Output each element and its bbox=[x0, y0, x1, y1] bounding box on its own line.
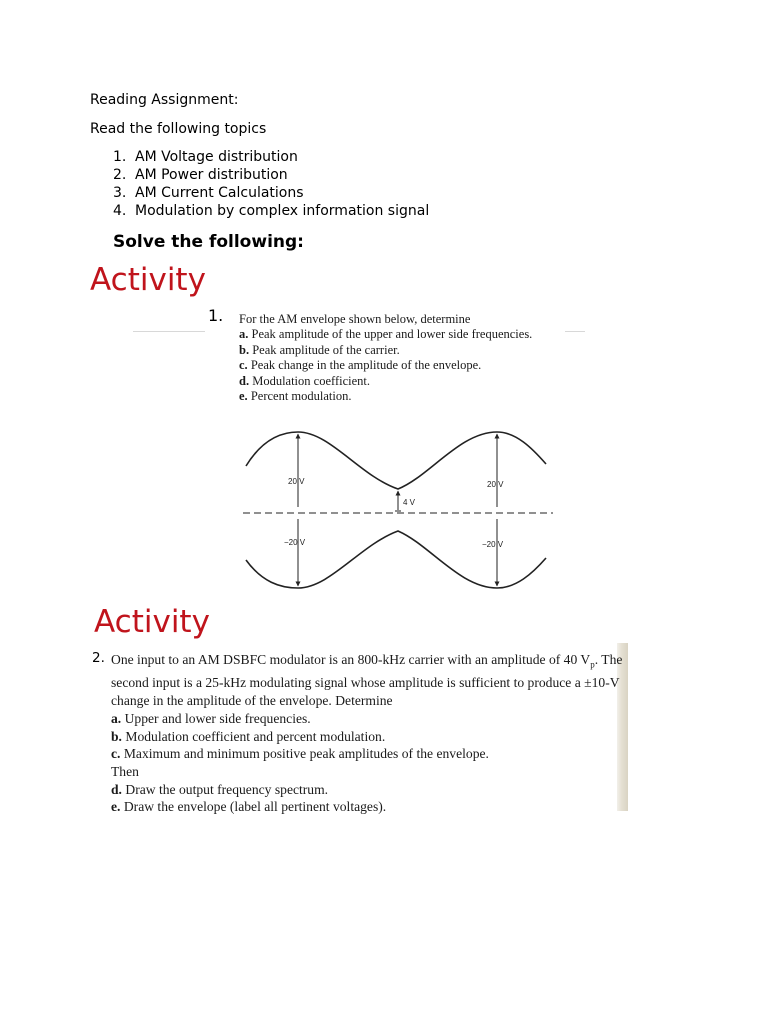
list-item: 3. AM Current Calculations bbox=[113, 184, 304, 201]
question-item: a. Peak amplitude of the upper and lower side frequencies. bbox=[239, 327, 533, 342]
question-line: One input to an AM DSBFC modulator is an 800-kHz carrier with an amplitude of 40 $V_p$. The bbox=[111, 652, 623, 670]
activity-2-question bbox=[111, 651, 631, 816]
question-line: second input is a 25-kHz modulating signal whose amplitude is sufficient to produce a ±10-V bbox=[111, 675, 620, 691]
question-item: e. Draw the envelope (label all pertinent voltages). bbox=[111, 799, 387, 815]
question-line: change in the amplitude of the envelope. Determine bbox=[111, 693, 393, 709]
reading-intro: Read the following topics bbox=[90, 121, 267, 137]
reading-assignment-title: Reading Assignment: bbox=[90, 92, 239, 108]
question-item: c. Peak change in the amplitude of the envelope. bbox=[239, 358, 482, 373]
question-item: d. Modulation coefficient. bbox=[239, 373, 370, 388]
solve-heading: Solve the following: bbox=[113, 232, 304, 252]
list-item: 4. Modulation by complex information signal bbox=[113, 203, 430, 219]
activity-1-heading: Activity bbox=[90, 262, 206, 298]
activity-1-number: 1. bbox=[208, 306, 224, 325]
label-bottom-right: −20 V bbox=[482, 540, 504, 549]
list-item: 2. AM Power distribution bbox=[113, 167, 288, 183]
list-item: 1. AM Voltage distribution bbox=[113, 149, 298, 165]
label-top-left: 20 V bbox=[288, 477, 305, 486]
label-center: 4 V bbox=[403, 498, 416, 507]
activity-2-number: 2. bbox=[92, 650, 105, 666]
question-item: c. Maximum and minimum positive peak amplitudes of the envelope. bbox=[111, 746, 489, 762]
question-item: b. Modulation coefficient and percent modulation. bbox=[111, 728, 386, 744]
question-item: b. Peak amplitude of the carrier. bbox=[239, 342, 400, 357]
question-item: a. Upper and lower side frequencies. bbox=[111, 710, 311, 726]
question-then: Then bbox=[111, 763, 139, 779]
question-item: d. Draw the output frequency spectrum. bbox=[111, 781, 329, 797]
label-bottom-left: −20 V bbox=[284, 538, 306, 547]
question-item: e. Percent modulation. bbox=[239, 389, 352, 404]
activity-2-heading: Activity bbox=[94, 604, 210, 640]
question-prompt: For the AM envelope shown below, determine bbox=[239, 312, 471, 326]
label-top-right: 20 V bbox=[487, 480, 504, 489]
